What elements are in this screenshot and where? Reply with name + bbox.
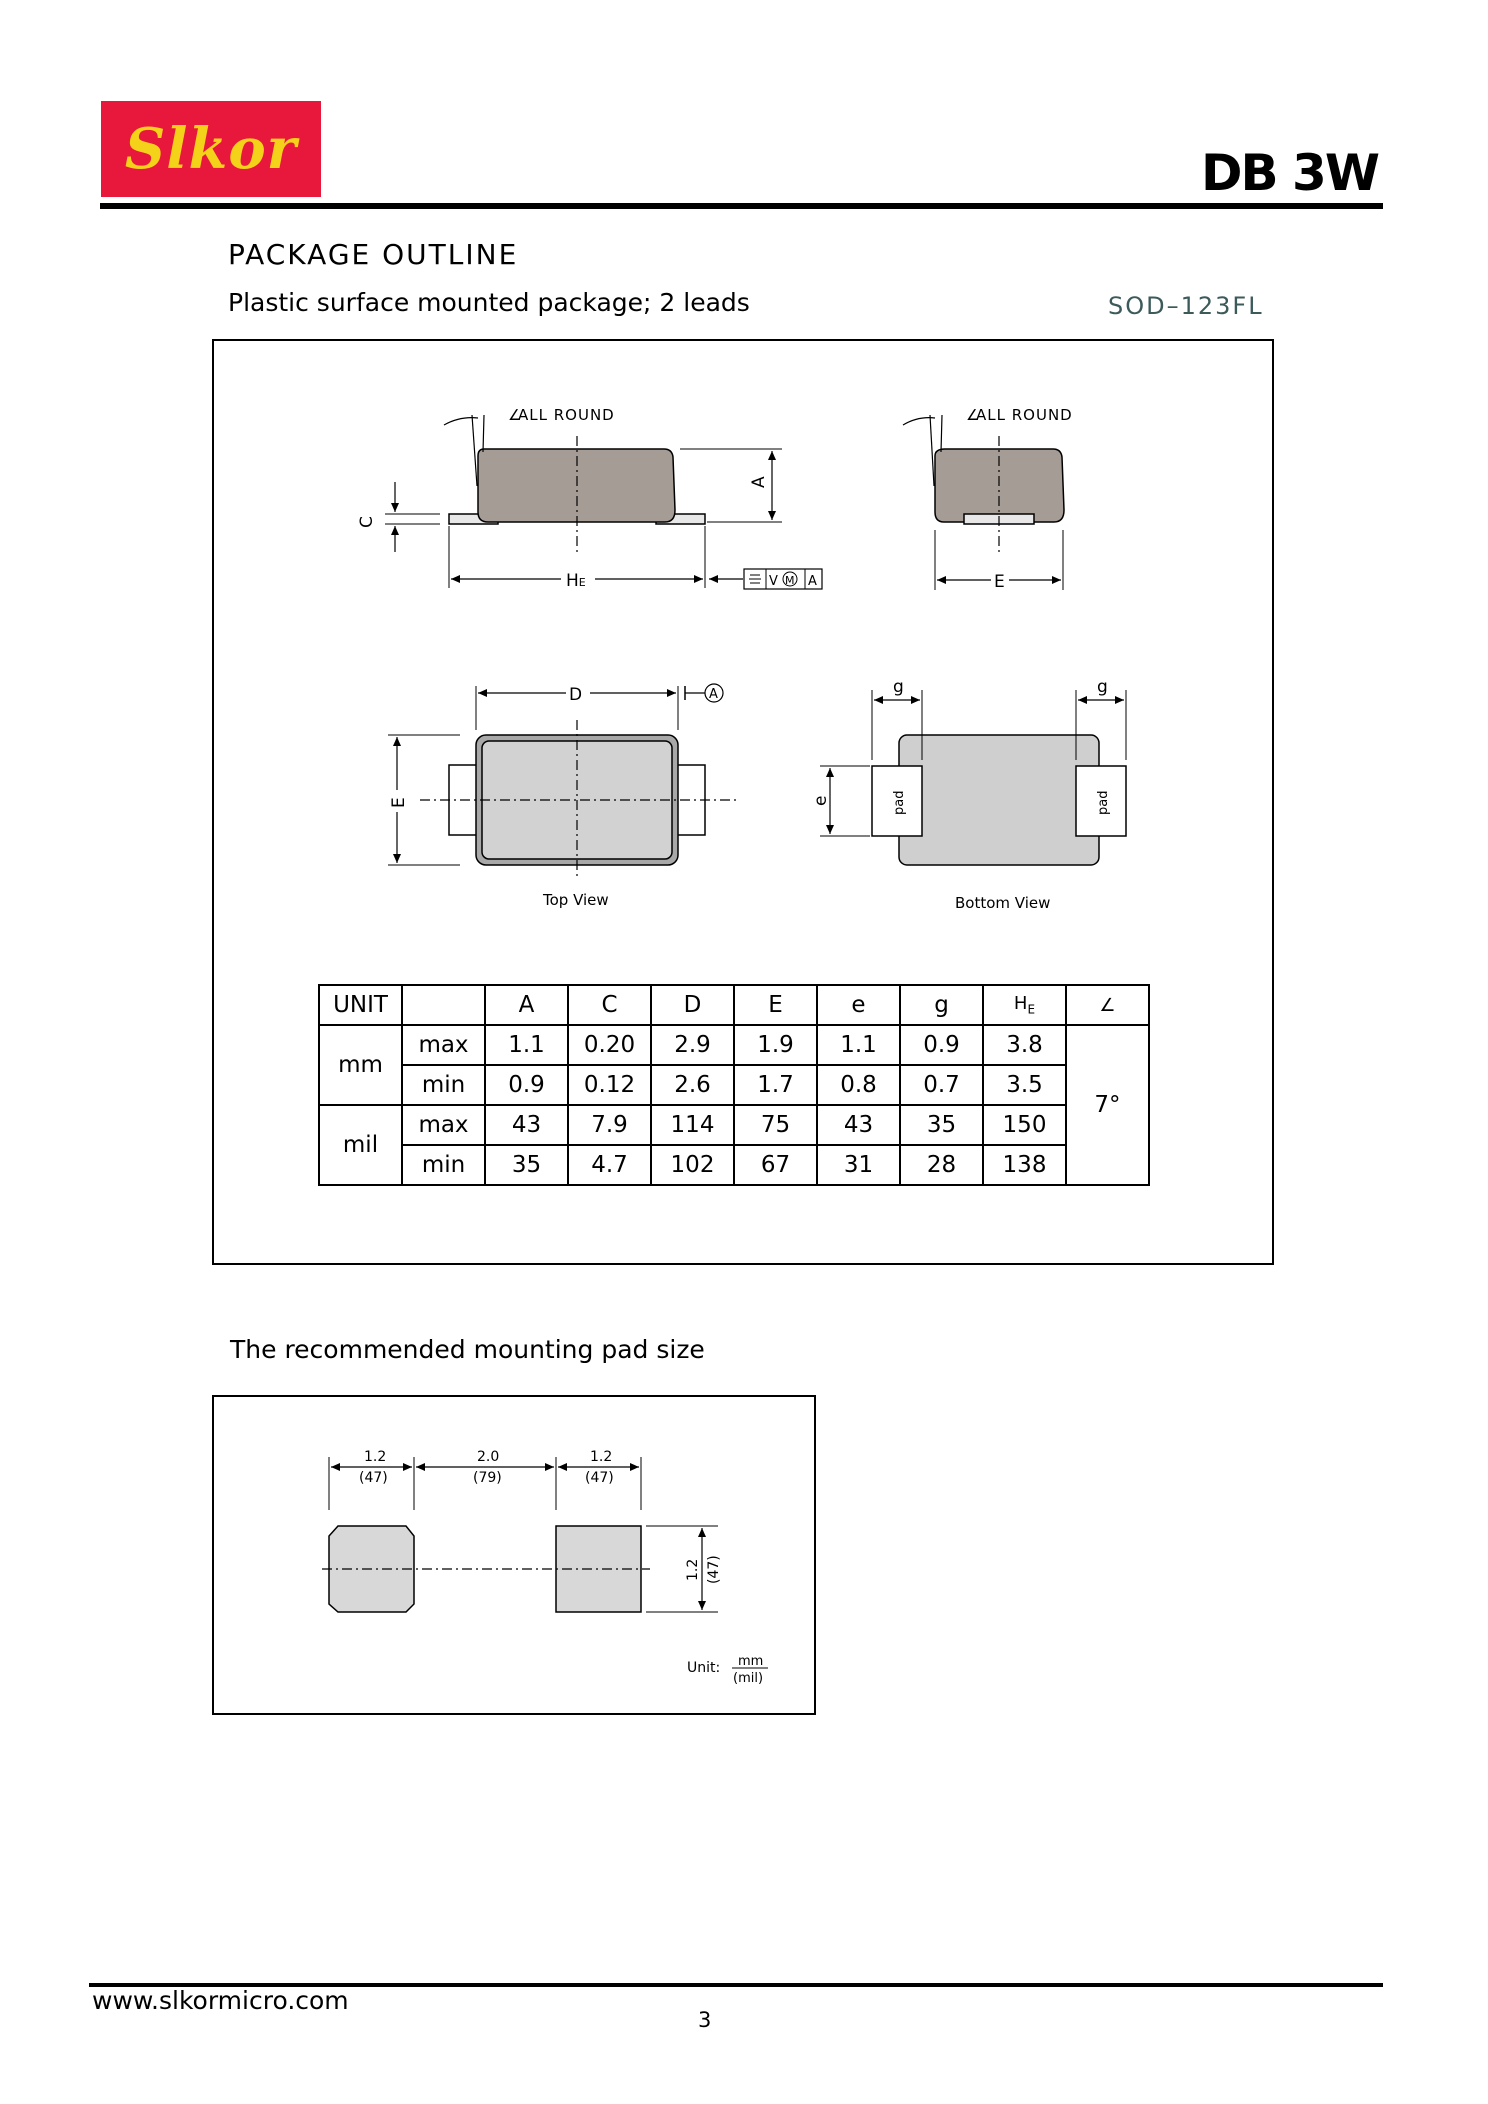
table-cell: 1.1 — [817, 1025, 900, 1065]
limit-cell: min — [402, 1145, 485, 1185]
mounting-pad-drawing — [0, 1400, 820, 1710]
dim-label-C: C — [357, 516, 377, 528]
table-row — [319, 1145, 1149, 1185]
unit-denominator: (mil) — [733, 1671, 764, 1686]
pad-dim1-mil: (47) — [359, 1470, 388, 1486]
dim-label-E-top: E — [389, 797, 409, 808]
dimension-table — [318, 984, 1150, 1186]
table-cell: 0.7 — [900, 1065, 983, 1105]
side-view-long — [357, 406, 822, 591]
table-header: D — [651, 985, 734, 1025]
website-link[interactable]: www.slkormicro.com — [92, 1986, 349, 2015]
dim-label-D: D — [569, 685, 583, 705]
all-round-label-2: ALL ROUND — [976, 406, 1073, 424]
table-header: E — [734, 985, 817, 1025]
table-cell: 43 — [485, 1105, 568, 1145]
table-cell: 0.20 — [568, 1025, 651, 1065]
table-cell: 0.12 — [568, 1065, 651, 1105]
limit-cell: max — [402, 1025, 485, 1065]
angle-cell: 7° — [1066, 1025, 1149, 1185]
pad-label-2: pad — [1096, 790, 1111, 815]
dim-label-A: A — [749, 476, 769, 488]
pad-dim3-mm: 1.2 — [590, 1449, 613, 1465]
table-cell: 114 — [651, 1105, 734, 1145]
part-number: DB 3W — [1201, 144, 1378, 202]
dim-label-E-side: E — [994, 572, 1005, 592]
table-cell: 0.9 — [900, 1025, 983, 1065]
section-subtitle: Plastic surface mounted package; 2 leads — [228, 288, 750, 317]
table-header — [402, 985, 485, 1025]
table-cell: 7.9 — [568, 1105, 651, 1145]
table-header: g — [900, 985, 983, 1025]
table-cell: 1.7 — [734, 1065, 817, 1105]
table-cell: 2.6 — [651, 1065, 734, 1105]
logo-text: Slkor — [124, 116, 298, 182]
table-cell: 3.5 — [983, 1065, 1066, 1105]
unit-numerator: mm — [738, 1654, 764, 1669]
top-view-caption: Top View — [543, 891, 609, 909]
top-view — [386, 682, 736, 909]
table-header-he: $H_E$ — [983, 985, 1066, 1025]
table-cell: 67 — [734, 1145, 817, 1185]
limit-cell: max — [402, 1105, 485, 1145]
table-cell: 75 — [734, 1105, 817, 1145]
bottom-view — [811, 677, 1126, 912]
table-header-angle: ∠ — [1066, 985, 1149, 1025]
dim-label-g1: g — [893, 677, 904, 697]
fcf-v: V — [769, 574, 778, 589]
table-header: UNIT — [319, 985, 402, 1025]
package-code: SOD–123FL — [1108, 292, 1264, 320]
mounting-pad-title: The recommended mounting pad size — [230, 1335, 705, 1364]
table-header: C — [568, 985, 651, 1025]
table-row — [319, 1065, 1149, 1105]
pad-dim4-mm: 1.2 — [685, 1558, 701, 1581]
table-header: A — [485, 985, 568, 1025]
side-view-short — [903, 406, 1073, 592]
unit-cell: mm — [319, 1025, 402, 1105]
svg-text:∠: ∠ — [508, 406, 522, 424]
pad-dim2-mil: (79) — [473, 1470, 502, 1486]
table-row — [319, 1105, 1149, 1145]
table-cell: 2.9 — [651, 1025, 734, 1065]
table-cell: 138 — [983, 1145, 1066, 1185]
page-number: 3 — [698, 2008, 712, 2032]
dim-label-HE-sub: E — [578, 576, 586, 589]
table-cell: 43 — [817, 1105, 900, 1145]
table-header-row — [319, 985, 1149, 1025]
table-row — [319, 1025, 1149, 1065]
table-header: e — [817, 985, 900, 1025]
pad-dim4-mil: (47) — [706, 1555, 722, 1584]
table-cell: 102 — [651, 1145, 734, 1185]
fcf-m: M — [785, 574, 795, 587]
bottom-view-caption: Bottom View — [955, 894, 1051, 912]
dim-label-g2: g — [1097, 677, 1108, 697]
table-cell: 0.9 — [485, 1065, 568, 1105]
table-cell: 150 — [983, 1105, 1066, 1145]
unit-cell: mil — [319, 1105, 402, 1185]
dim-label-e: e — [811, 795, 831, 806]
table-cell: 28 — [900, 1145, 983, 1185]
table-cell: 4.7 — [568, 1145, 651, 1185]
pad-dim2-mm: 2.0 — [477, 1449, 500, 1465]
pad-dim3-mil: (47) — [585, 1470, 614, 1486]
svg-text:∠: ∠ — [966, 406, 980, 424]
all-round-label-1: ALL ROUND — [518, 406, 615, 424]
pad-dim1-mm: 1.2 — [364, 1449, 387, 1465]
unit-label: Unit: — [687, 1660, 721, 1676]
table-cell: 3.8 — [983, 1025, 1066, 1065]
section-title: PACKAGE OUTLINE — [228, 238, 519, 271]
pad-label-1: pad — [892, 790, 907, 815]
limit-cell: min — [402, 1065, 485, 1105]
table-cell: 1.1 — [485, 1025, 568, 1065]
table-cell: 0.8 — [817, 1065, 900, 1105]
table-cell: 35 — [900, 1105, 983, 1145]
table-cell: 35 — [485, 1145, 568, 1185]
table-cell: 31 — [817, 1145, 900, 1185]
fcf-a: A — [808, 574, 817, 589]
datum-A: A — [709, 687, 718, 702]
dim-label-HE: H — [566, 571, 579, 591]
table-cell: 1.9 — [734, 1025, 817, 1065]
